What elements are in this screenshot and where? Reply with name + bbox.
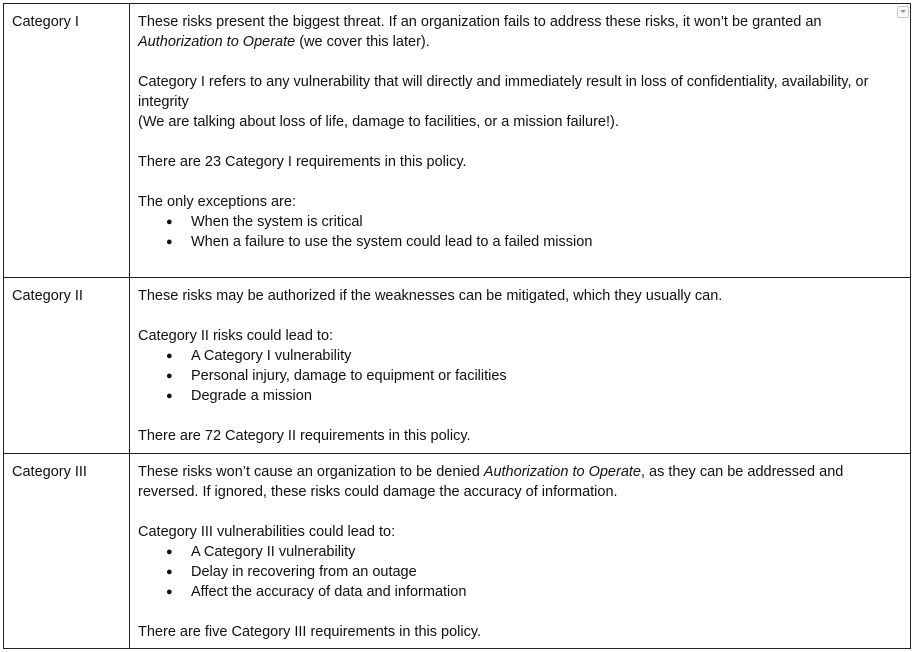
list-item: ● Degrade a mission bbox=[191, 386, 902, 406]
category-description-cell bbox=[130, 278, 911, 454]
paragraph: There are five Category III requirements in this policy. bbox=[138, 624, 482, 640]
category-label: Category I bbox=[12, 14, 79, 30]
bullet-list bbox=[138, 212, 902, 252]
emphasis-text: Authorization to Operate bbox=[138, 34, 296, 50]
list-intro: Category III vulnerabilities could lead to: bbox=[138, 524, 396, 540]
paragraph: These risks may be authorized if the weaknesses can be mitigated, which they usually can. bbox=[138, 288, 723, 304]
list-item: ● When a failure to use the system could lead to a failed mission bbox=[191, 232, 902, 252]
list-intro: The only exceptions are: bbox=[138, 194, 296, 210]
category-label-cell bbox=[4, 4, 130, 278]
paragraph: Category I refers to any vulnerability that will directly and immediately result in loss of confidentiality, availability, or integrity bbox=[138, 74, 869, 110]
category-description-cell bbox=[130, 454, 911, 649]
emphasis-text: Authorization to Operate bbox=[483, 464, 641, 480]
category-label: Category II bbox=[12, 288, 83, 304]
table-row-category-3 bbox=[4, 454, 911, 649]
category-label-cell bbox=[4, 278, 130, 454]
list-item: ● Affect the accuracy of data and information bbox=[191, 582, 902, 602]
text-run: These risks present the biggest threat. If an organization fails to address these risks, it won’t be granted an bbox=[138, 14, 822, 30]
paragraph: (We are talking about loss of life, damage to facilities, or a mission failure!). bbox=[138, 114, 619, 130]
table-row-category-1 bbox=[4, 4, 911, 278]
list-item: ● A Category I vulnerability bbox=[191, 346, 902, 366]
bullet-list bbox=[138, 346, 902, 406]
paragraph: There are 23 Category I requirements in this policy. bbox=[138, 154, 467, 170]
category-label: Category III bbox=[12, 464, 87, 480]
category-table bbox=[3, 3, 911, 649]
list-item: ● When the system is critical bbox=[191, 212, 902, 232]
text-run: (we cover this later). bbox=[295, 34, 430, 50]
paragraph: There are 72 Category II requirements in this policy. bbox=[138, 428, 471, 444]
paragraph bbox=[138, 12, 902, 52]
paragraph bbox=[138, 462, 902, 502]
list-item: ● Delay in recovering from an outage bbox=[191, 562, 902, 582]
category-label-cell bbox=[4, 454, 130, 649]
list-intro: Category II risks could lead to: bbox=[138, 328, 334, 344]
bullet-list bbox=[138, 542, 902, 602]
text-run: , as they can be addressed and reversed. If ignored, these risks could damage the accuracy of information. bbox=[138, 464, 844, 500]
table-row-category-2 bbox=[4, 278, 911, 454]
list-item: ● Personal injury, damage to equipment or facilities bbox=[191, 366, 902, 386]
category-description-cell bbox=[130, 4, 911, 278]
text-run: These risks won’t cause an organization to be denied bbox=[138, 464, 484, 480]
list-item: ● A Category II vulnerability bbox=[191, 542, 902, 562]
